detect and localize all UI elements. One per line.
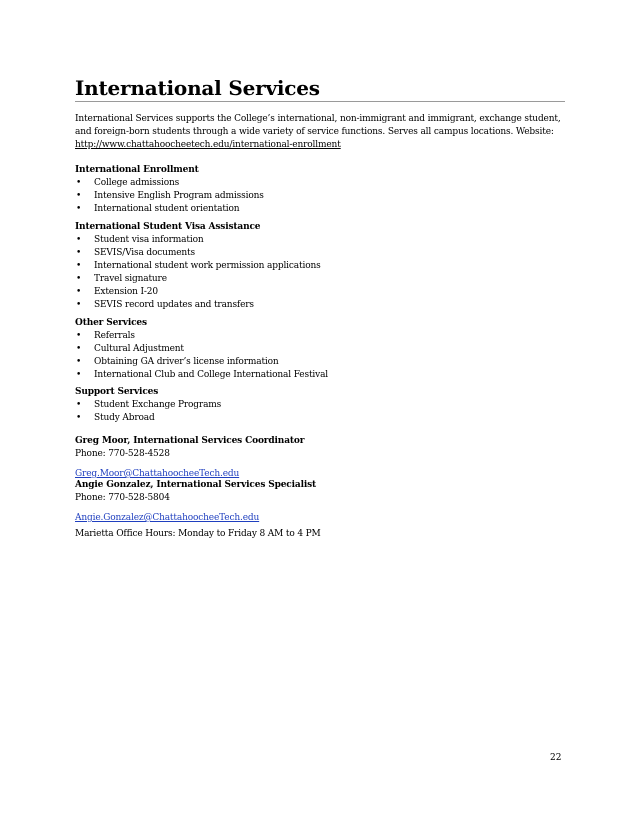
bullet-icon: • <box>76 413 82 423</box>
intro-paragraph <box>75 113 567 152</box>
contact-email-link[interactable]: Angie.Gonzalez@ChattahoocheeTech.edu <box>75 513 260 523</box>
section-support-services <box>75 386 565 425</box>
bullet-list <box>75 234 565 312</box>
section-heading: International Student Visa Assistance <box>75 222 261 232</box>
list-item: • International student work permission applications <box>76 261 321 271</box>
bullet-icon: • <box>76 357 82 367</box>
list-item: • Obtaining GA driver’s license information <box>76 357 279 367</box>
contact-phone: Phone: 770-528-4528 <box>75 449 170 459</box>
list-item: • Study Abroad <box>76 413 155 423</box>
bullet-icon: • <box>76 344 82 354</box>
bullet-list <box>75 399 565 425</box>
bullet-icon: • <box>76 204 82 214</box>
bullet-icon: • <box>76 261 82 271</box>
bullet-list <box>75 330 565 382</box>
list-item: • SEVIS record updates and transfers <box>76 300 254 310</box>
bullet-icon: • <box>76 287 82 297</box>
bullet-icon: • <box>76 274 82 284</box>
office-hours: Marietta Office Hours: Monday to Friday 8 AM to 4 PM <box>75 529 321 539</box>
bullet-icon: • <box>76 191 82 201</box>
contact-phone: Phone: 770-528-5804 <box>75 493 170 503</box>
contact-name: Greg Moor, International Services Coordinator <box>75 436 305 446</box>
section-heading: Other Services <box>75 318 147 328</box>
section-visa-assistance <box>75 221 565 312</box>
bullet-icon: • <box>76 331 82 341</box>
bullet-icon: • <box>76 248 82 258</box>
page-title: International Services <box>75 76 320 100</box>
list-item: • Cultural Adjustment <box>76 344 184 354</box>
list-item: • College admissions <box>76 178 180 188</box>
intro-line-1: International Services supports the College’s international, non-immigrant and immigrant, exchange student, <box>75 114 561 124</box>
section-international-enrollment <box>75 164 565 216</box>
bullet-icon: • <box>76 300 82 310</box>
list-item: • Travel signature <box>76 274 167 284</box>
intro-line-2: and foreign-born students through a wide variety of service functions. Serves all campus locations. Website: <box>75 127 554 137</box>
section-other-services <box>75 317 565 382</box>
list-item: • Extension I-20 <box>76 287 158 297</box>
list-item: • Student Exchange Programs <box>76 400 222 410</box>
page-number: 22 <box>550 753 562 763</box>
section-heading: International Enrollment <box>75 165 199 175</box>
bullet-list <box>75 177 565 216</box>
bullet-icon: • <box>76 178 82 188</box>
contact-email-link[interactable]: Greg.Moor@ChattahoocheeTech.edu <box>75 469 240 479</box>
list-item: • Intensive English Program admissions <box>76 191 264 201</box>
bullet-icon: • <box>76 235 82 245</box>
list-item: • International Club and College International Festival <box>76 370 329 380</box>
contact-specialist <box>75 479 565 525</box>
section-heading: Support Services <box>75 387 159 397</box>
contact-coordinator <box>75 435 565 481</box>
list-item: • International student orientation <box>76 204 240 214</box>
bullet-icon: • <box>76 370 82 380</box>
bullet-icon: • <box>76 400 82 410</box>
list-item: • Referrals <box>76 331 135 341</box>
contact-name: Angie Gonzalez, International Services Specialist <box>75 480 317 490</box>
title-divider <box>75 101 565 102</box>
website-link[interactable]: http://www.chattahoocheetech.edu/international-enrollment <box>75 140 341 150</box>
list-item: • Student visa information <box>76 235 204 245</box>
list-item: • SEVIS/Visa documents <box>76 248 195 258</box>
